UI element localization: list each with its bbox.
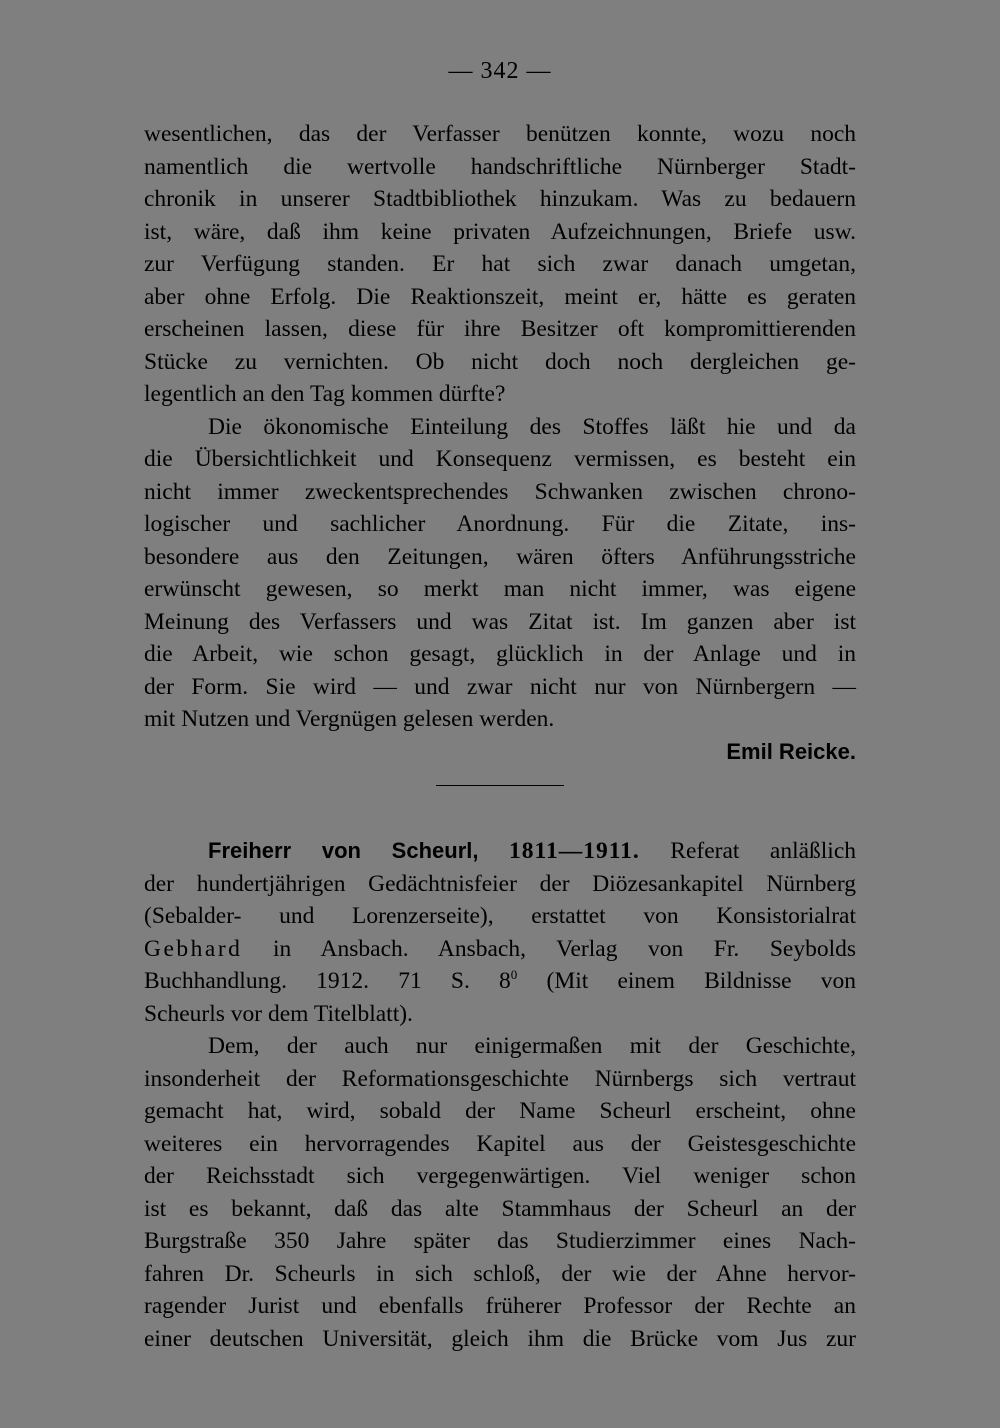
text-line: Meinung des Verfassers und was Zitat ist. Im ganzen aber ist bbox=[144, 608, 856, 635]
text-line: Dem, der auch nur einigermaßen mit der Geschichte, bbox=[208, 1033, 856, 1059]
text-fragment: Referat anläßlich bbox=[670, 838, 857, 864]
text-line: gemacht hat, wird, sobald der Name Scheurl erscheint, ohne bbox=[144, 1098, 856, 1124]
review-heading-line bbox=[144, 835, 856, 868]
text-line: aber ohne Erfolg. Die Reaktionszeit, meint er, hätte es geraten bbox=[144, 283, 856, 310]
text-line: wesentlichen, das der Verfasser benützen konnte, wozu noch bbox=[144, 121, 856, 147]
text-line: mit Nutzen und Vergnügen gelesen werden. bbox=[144, 706, 555, 732]
text-line: ist, wäre, daß ihm keine privaten Aufzeichnungen, Briefe usw. bbox=[144, 218, 856, 245]
text-line: chronik in unserer Stadtbibliothek hinzukam. Was zu bedauern bbox=[144, 186, 856, 212]
text-line: erwünscht gewesen, so merkt man nicht immer, was eigene bbox=[144, 576, 856, 602]
text-line: nicht immer zweckentsprechendes Schwanken zwischen chrono- bbox=[144, 478, 856, 505]
text-line: einer deutschen Universität, gleich ihm die Brücke vom Jus zur bbox=[144, 1325, 856, 1352]
text-line bbox=[144, 933, 856, 966]
text-line: ist es bekannt, daß das alte Stammhaus der Scheurl an der bbox=[144, 1195, 856, 1222]
text-line: insonderheit der Reformationsgeschichte Nürnbergs sich vertraut bbox=[144, 1065, 856, 1092]
text-line: zur Verfügung standen. Er hat sich zwar danach umgetan, bbox=[144, 251, 856, 277]
text-line: legentlich an den Tag kommen dürfte? bbox=[144, 381, 506, 407]
author-name: Gebhard bbox=[144, 935, 243, 962]
review-scheurl bbox=[144, 835, 856, 1355]
text-line: der hundertjährigen Gedächtnisfeier der Diözesankapitel Nürnberg bbox=[144, 870, 856, 897]
text-line: der Reichsstadt sich vergegenwärtigen. Viel weniger schon bbox=[144, 1163, 856, 1189]
text-line: (Sebalder- und Lorenzerseite), erstattet von Konsistorialrat bbox=[144, 903, 856, 929]
reviewer-signature: Emil Reicke. bbox=[726, 738, 856, 764]
text-line: Scheurls vor dem Titelblatt). bbox=[144, 1000, 413, 1027]
book-years: 1811—1911. bbox=[508, 838, 640, 864]
text-line: fahren Dr. Scheurls in sich schloß, der wie der Ahne hervor- bbox=[144, 1260, 856, 1287]
text-fragment: (Mit einem Bildnisse von bbox=[546, 968, 857, 994]
text-line bbox=[144, 965, 856, 998]
section-divider bbox=[436, 785, 564, 786]
text-line: die Arbeit, wie schon gesagt, glücklich in der Anlage und in bbox=[144, 641, 856, 667]
format-superscript: 0 bbox=[510, 967, 518, 983]
text-line: ragender Jurist und ebenfalls früherer Professor der Rechte an bbox=[144, 1293, 856, 1319]
text-line: Die ökonomische Einteilung des Stoffes läßt hie und da bbox=[208, 413, 856, 440]
text-fragment: in Ansbach. Ansbach, Verlag von Fr. Seybolds bbox=[272, 935, 857, 962]
text-line: der Form. Sie wird — und zwar nicht nur von Nürnbergern — bbox=[144, 673, 856, 700]
text-line: erscheinen lassen, diese für ihre Besitzer oft kompromittierenden bbox=[144, 316, 856, 342]
review-reicke bbox=[144, 118, 856, 768]
text-line: logischer und sachlicher Anordnung. Für die Zitate, ins- bbox=[144, 511, 856, 537]
text-line: besondere aus den Zeitungen, wären öfters Anführungsstriche bbox=[144, 543, 856, 570]
text-line: die Übersichtlichkeit und Konsequenz vermissen, es besteht ein bbox=[144, 446, 856, 472]
text-line: Burgstraße 350 Jahre später das Studierzimmer eines Nach- bbox=[144, 1228, 856, 1254]
text-line: namentlich die wertvolle handschriftliche Nürnberger Stadt- bbox=[144, 153, 856, 180]
page-number: — 342 — bbox=[448, 58, 552, 84]
text-line: weiteres ein hervorragendes Kapitel aus der Geistesgeschichte bbox=[144, 1130, 856, 1157]
book-title: Freiherr von Scheurl, bbox=[208, 838, 479, 863]
text-line: Stücke zu vernichten. Ob nicht doch noch dergleichen ge- bbox=[144, 348, 856, 375]
text-fragment: Buchhandlung. 1912. 71 S. 8 bbox=[144, 968, 511, 994]
